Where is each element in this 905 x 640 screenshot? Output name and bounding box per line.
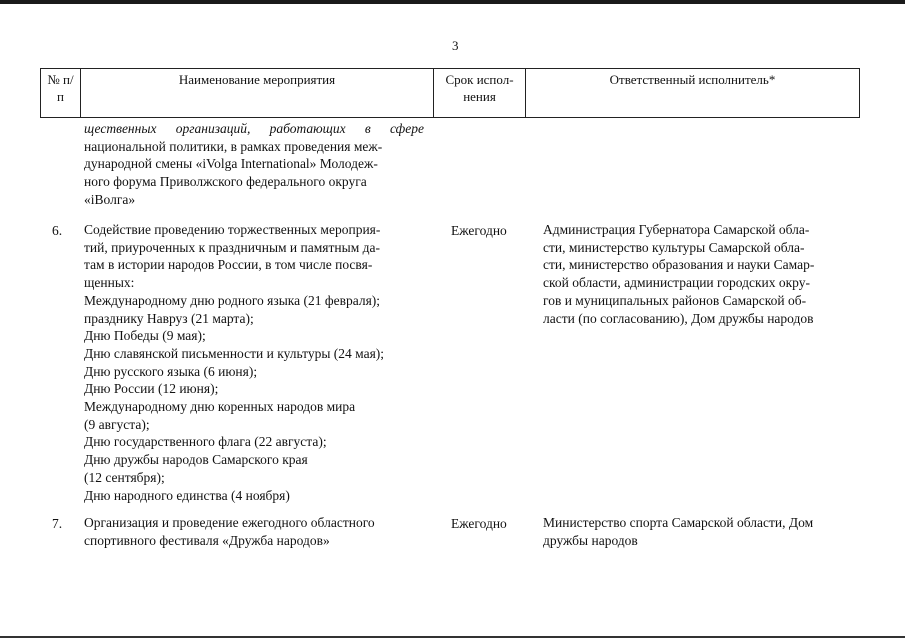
header-col-number: № п/п [41,69,81,118]
continuation-text [84,120,424,209]
row-number: 6. [52,223,63,238]
text-line: Содействие проведению торжественных мероприя- [84,222,381,237]
text-line: Дню дружбы народов Самарского края [84,452,308,468]
row-name [84,514,424,549]
text-line: щенных: [84,275,135,291]
text-line: Дню славянской письменности и культуры (24 мая); [84,345,385,361]
text-line: Администрация Губернатора Самарской обла- [543,222,810,237]
text-line: Дню русского языка (6 июня); [84,363,258,379]
page-bottom-border [0,636,905,638]
text-line: ской области, администрации городских окру- [543,275,810,291]
row-name [84,221,424,504]
text-line: гов и муниципальных районов Самарской об- [543,292,807,308]
text-line: сти, министерство образования и науки Самар- [543,257,815,273]
text-line: спортивного фестиваля «Дружба народов» [84,532,330,548]
row-term: Ежегодно [451,516,507,531]
row-term: Ежегодно [451,223,507,238]
text-line: ласти (по согласованию), Дом дружбы народов [543,310,814,326]
text-line: щественных организаций, работающих в сфере [84,121,424,136]
text-line: Дню России (12 июня); [84,381,219,397]
header-col-name: Наименование мероприятия [81,69,434,118]
table-header [40,68,860,118]
text-line: Международному дню родного языка (21 февраля); [84,292,381,308]
text-line: «iВолга» [84,191,136,207]
text-line: (9 августа); [84,416,150,432]
text-line: дружбы народов [543,532,638,548]
header-col-term: Срок испол-нения [434,69,526,118]
text-line: Международному дню коренных народов мира [84,399,356,415]
text-line: Дню народного единства (4 ноября) [84,487,290,503]
text-line: Дню Победы (9 мая); [84,328,206,344]
text-line: тий, приуроченных к праздничным и памятным да- [84,239,380,255]
text-line: празднику Навруз (21 марта); [84,310,254,326]
row-number: 7. [52,516,63,531]
text-line: сти, министерство культуры Самарской обла- [543,239,805,255]
text-line: дународной смены «iVolga International» Молодеж- [84,156,378,172]
text-line: Организация и проведение ежегодного областного [84,515,375,530]
row-responsible [543,221,855,327]
row-responsible [543,514,855,549]
text-line: (12 сентября); [84,469,165,485]
text-line: ного форума Приволжского федерального округа [84,174,367,190]
text-line: там в истории народов России, в том числе посвя- [84,257,373,273]
text-line: Дню государственного флага (22 августа); [84,434,327,450]
text-line: Министерство спорта Самарской области, Дом [543,515,814,530]
header-col-responsible: Ответственный исполнитель* [526,69,860,118]
page-number: 3 [452,38,459,53]
text-line: национальной политики, в рамках проведения меж- [84,138,383,154]
page-top-border [0,0,905,4]
